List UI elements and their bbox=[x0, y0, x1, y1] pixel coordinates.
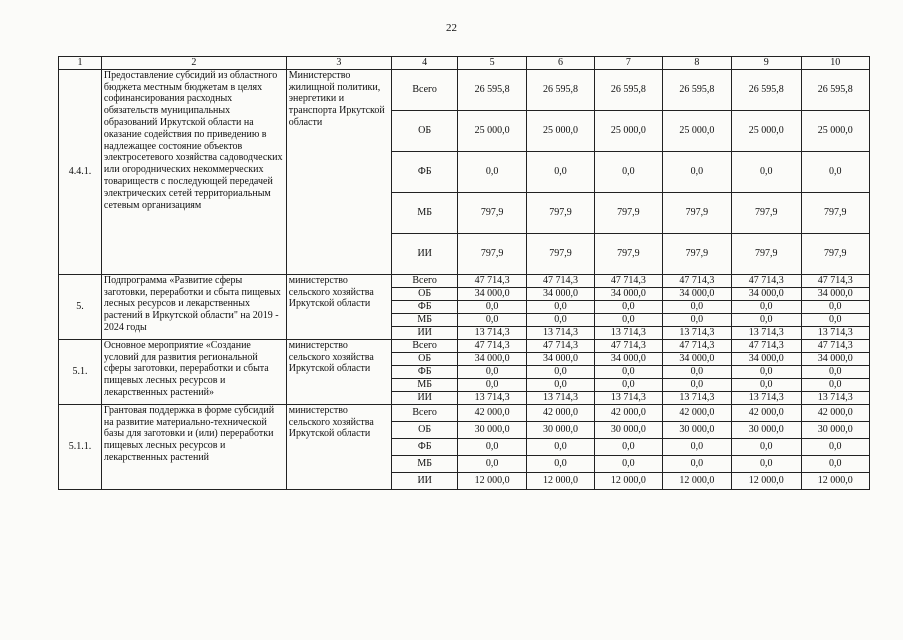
funding-source: ОБ bbox=[391, 287, 457, 300]
amount-cell: 0,0 bbox=[595, 313, 662, 326]
amount-cell: 0,0 bbox=[801, 300, 869, 313]
funding-source: МБ bbox=[391, 192, 457, 233]
amount-cell: 797,9 bbox=[595, 192, 662, 233]
item-executor: Министерство жилищной политики, энергетики и транспорта Иркутской области bbox=[286, 69, 391, 274]
item-name: Подпрограмма «Развитие сферы заготовки, переработки и сбыта пищевых лесных ресурсов и лекарственных растений в Иркутской области" на 2019 - 2024 годы bbox=[101, 274, 286, 339]
amount-cell: 26 595,8 bbox=[526, 69, 594, 110]
table-row bbox=[59, 404, 870, 421]
table-row bbox=[59, 274, 870, 287]
amount-cell: 25 000,0 bbox=[526, 110, 594, 151]
funding-source: ОБ bbox=[391, 110, 457, 151]
amount-cell: 47 714,3 bbox=[732, 274, 801, 287]
column-header: 8 bbox=[662, 57, 731, 70]
amount-cell: 42 000,0 bbox=[801, 404, 869, 421]
amount-cell: 0,0 bbox=[458, 438, 526, 455]
amount-cell: 25 000,0 bbox=[458, 110, 526, 151]
amount-cell: 34 000,0 bbox=[526, 287, 594, 300]
funding-source: ФБ bbox=[391, 438, 457, 455]
amount-cell: 13 714,3 bbox=[801, 391, 869, 404]
amount-cell: 797,9 bbox=[732, 192, 801, 233]
amount-cell: 0,0 bbox=[526, 151, 594, 192]
amount-cell: 25 000,0 bbox=[595, 110, 662, 151]
amount-cell: 34 000,0 bbox=[595, 287, 662, 300]
amount-cell: 47 714,3 bbox=[732, 339, 801, 352]
amount-cell: 12 000,0 bbox=[458, 472, 526, 489]
column-header: 10 bbox=[801, 57, 869, 70]
amount-cell: 12 000,0 bbox=[595, 472, 662, 489]
amount-cell: 0,0 bbox=[458, 313, 526, 326]
amount-cell: 0,0 bbox=[526, 300, 594, 313]
amount-cell: 0,0 bbox=[662, 438, 731, 455]
amount-cell: 34 000,0 bbox=[801, 287, 869, 300]
column-header: 9 bbox=[732, 57, 801, 70]
amount-cell: 797,9 bbox=[595, 233, 662, 274]
amount-cell: 34 000,0 bbox=[662, 352, 731, 365]
amount-cell: 47 714,3 bbox=[458, 339, 526, 352]
amount-cell: 0,0 bbox=[526, 378, 594, 391]
funding-source: ОБ bbox=[391, 352, 457, 365]
item-executor: министерство сельского хозяйства Иркутской области bbox=[286, 404, 391, 489]
amount-cell: 13 714,3 bbox=[526, 391, 594, 404]
amount-cell: 26 595,8 bbox=[662, 69, 731, 110]
amount-cell: 26 595,8 bbox=[458, 69, 526, 110]
amount-cell: 0,0 bbox=[732, 365, 801, 378]
amount-cell: 0,0 bbox=[595, 438, 662, 455]
table-row bbox=[59, 339, 870, 352]
amount-cell: 42 000,0 bbox=[458, 404, 526, 421]
item-name: Предоставление субсидий из областного бюджета местным бюджетам в целях софинансирования расходных обязательств муниципальных образований Иркутской области на оказание содействия по приведению в надлежащее состояние объектов электросетевого хозяйства садоводческих или огороднических некоммерческих товариществ с последующей передачей электрических сетей территориальным сетевым организациям bbox=[101, 69, 286, 274]
amount-cell: 797,9 bbox=[732, 233, 801, 274]
amount-cell: 797,9 bbox=[801, 233, 869, 274]
amount-cell: 42 000,0 bbox=[732, 404, 801, 421]
item-name: Основное мероприятие «Создание условий для развития региональной сферы заготовки, переработки и сбыта пищевых лесных ресурсов и лекарственных растений» bbox=[101, 339, 286, 404]
funding-source: МБ bbox=[391, 378, 457, 391]
amount-cell: 12 000,0 bbox=[801, 472, 869, 489]
column-header: 2 bbox=[101, 57, 286, 70]
amount-cell: 47 714,3 bbox=[595, 274, 662, 287]
amount-cell: 0,0 bbox=[662, 365, 731, 378]
amount-cell: 42 000,0 bbox=[526, 404, 594, 421]
funding-source: ИИ bbox=[391, 326, 457, 339]
amount-cell: 26 595,8 bbox=[801, 69, 869, 110]
amount-cell: 0,0 bbox=[595, 151, 662, 192]
amount-cell: 12 000,0 bbox=[732, 472, 801, 489]
funding-source: Всего bbox=[391, 69, 457, 110]
amount-cell: 26 595,8 bbox=[732, 69, 801, 110]
item-name: Грантовая поддержка в форме субсидий на развитие материально-технической базы для заготовки и (или) переработки пищевых лесных ресурсов и лекарственных растений bbox=[101, 404, 286, 489]
amount-cell: 797,9 bbox=[662, 192, 731, 233]
amount-cell: 34 000,0 bbox=[458, 287, 526, 300]
amount-cell: 30 000,0 bbox=[595, 421, 662, 438]
amount-cell: 13 714,3 bbox=[595, 391, 662, 404]
amount-cell: 0,0 bbox=[662, 455, 731, 472]
amount-cell: 0,0 bbox=[801, 365, 869, 378]
amount-cell: 0,0 bbox=[801, 378, 869, 391]
amount-cell: 0,0 bbox=[801, 455, 869, 472]
amount-cell: 0,0 bbox=[732, 455, 801, 472]
amount-cell: 797,9 bbox=[662, 233, 731, 274]
amount-cell: 0,0 bbox=[526, 313, 594, 326]
amount-cell: 12 000,0 bbox=[526, 472, 594, 489]
amount-cell: 797,9 bbox=[458, 192, 526, 233]
table-row bbox=[59, 69, 870, 110]
item-executor: министерство сельского хозяйства Иркутской области bbox=[286, 339, 391, 404]
item-number: 5. bbox=[59, 274, 102, 339]
amount-cell: 34 000,0 bbox=[732, 287, 801, 300]
funding-source: Всего bbox=[391, 404, 457, 421]
amount-cell: 30 000,0 bbox=[801, 421, 869, 438]
amount-cell: 30 000,0 bbox=[526, 421, 594, 438]
item-number: 4.4.1. bbox=[59, 69, 102, 274]
column-header: 1 bbox=[59, 57, 102, 70]
funding-source: ФБ bbox=[391, 151, 457, 192]
amount-cell: 0,0 bbox=[662, 313, 731, 326]
amount-cell: 30 000,0 bbox=[662, 421, 731, 438]
amount-cell: 0,0 bbox=[732, 313, 801, 326]
item-executor: министерство сельского хозяйства Иркутской области bbox=[286, 274, 391, 339]
amount-cell: 47 714,3 bbox=[458, 274, 526, 287]
amount-cell: 0,0 bbox=[458, 151, 526, 192]
amount-cell: 26 595,8 bbox=[595, 69, 662, 110]
amount-cell: 13 714,3 bbox=[801, 326, 869, 339]
amount-cell: 13 714,3 bbox=[732, 326, 801, 339]
amount-cell: 12 000,0 bbox=[662, 472, 731, 489]
amount-cell: 0,0 bbox=[526, 438, 594, 455]
amount-cell: 42 000,0 bbox=[662, 404, 731, 421]
amount-cell: 47 714,3 bbox=[801, 274, 869, 287]
amount-cell: 34 000,0 bbox=[458, 352, 526, 365]
amount-cell: 47 714,3 bbox=[662, 339, 731, 352]
amount-cell: 47 714,3 bbox=[526, 339, 594, 352]
amount-cell: 0,0 bbox=[801, 151, 869, 192]
funding-source: Всего bbox=[391, 274, 457, 287]
amount-cell: 0,0 bbox=[595, 300, 662, 313]
amount-cell: 797,9 bbox=[458, 233, 526, 274]
column-header: 6 bbox=[526, 57, 594, 70]
funding-source: Всего bbox=[391, 339, 457, 352]
amount-cell: 25 000,0 bbox=[732, 110, 801, 151]
amount-cell: 13 714,3 bbox=[526, 326, 594, 339]
amount-cell: 34 000,0 bbox=[526, 352, 594, 365]
amount-cell: 13 714,3 bbox=[458, 326, 526, 339]
column-header: 5 bbox=[458, 57, 526, 70]
page-number: 22 bbox=[446, 22, 457, 34]
item-number: 5.1.1. bbox=[59, 404, 102, 489]
amount-cell: 797,9 bbox=[526, 233, 594, 274]
funding-source: ИИ bbox=[391, 391, 457, 404]
amount-cell: 0,0 bbox=[526, 365, 594, 378]
amount-cell: 34 000,0 bbox=[595, 352, 662, 365]
amount-cell: 0,0 bbox=[458, 455, 526, 472]
amount-cell: 30 000,0 bbox=[458, 421, 526, 438]
amount-cell: 0,0 bbox=[595, 378, 662, 391]
amount-cell: 13 714,3 bbox=[458, 391, 526, 404]
column-header: 7 bbox=[595, 57, 662, 70]
funding-source: МБ bbox=[391, 455, 457, 472]
funding-source: МБ bbox=[391, 313, 457, 326]
item-number: 5.1. bbox=[59, 339, 102, 404]
funding-source: ФБ bbox=[391, 300, 457, 313]
funding-source: ИИ bbox=[391, 472, 457, 489]
amount-cell: 0,0 bbox=[732, 300, 801, 313]
amount-cell: 47 714,3 bbox=[801, 339, 869, 352]
amount-cell: 797,9 bbox=[526, 192, 594, 233]
amount-cell: 30 000,0 bbox=[732, 421, 801, 438]
amount-cell: 13 714,3 bbox=[595, 326, 662, 339]
amount-cell: 0,0 bbox=[801, 313, 869, 326]
amount-cell: 42 000,0 bbox=[595, 404, 662, 421]
column-header: 4 bbox=[391, 57, 457, 70]
amount-cell: 34 000,0 bbox=[801, 352, 869, 365]
amount-cell: 47 714,3 bbox=[595, 339, 662, 352]
amount-cell: 0,0 bbox=[595, 455, 662, 472]
amount-cell: 34 000,0 bbox=[732, 352, 801, 365]
amount-cell: 0,0 bbox=[458, 378, 526, 391]
amount-cell: 0,0 bbox=[662, 300, 731, 313]
column-header: 3 bbox=[286, 57, 391, 70]
amount-cell: 13 714,3 bbox=[662, 326, 731, 339]
amount-cell: 0,0 bbox=[801, 438, 869, 455]
funding-source: ИИ bbox=[391, 233, 457, 274]
amount-cell: 0,0 bbox=[662, 151, 731, 192]
amount-cell: 0,0 bbox=[595, 365, 662, 378]
amount-cell: 13 714,3 bbox=[662, 391, 731, 404]
amount-cell: 47 714,3 bbox=[526, 274, 594, 287]
amount-cell: 34 000,0 bbox=[662, 287, 731, 300]
amount-cell: 25 000,0 bbox=[801, 110, 869, 151]
amount-cell: 0,0 bbox=[458, 300, 526, 313]
amount-cell: 47 714,3 bbox=[662, 274, 731, 287]
budget-table bbox=[58, 56, 870, 490]
amount-cell: 0,0 bbox=[732, 438, 801, 455]
amount-cell: 0,0 bbox=[732, 151, 801, 192]
amount-cell: 0,0 bbox=[458, 365, 526, 378]
header-row bbox=[59, 57, 870, 70]
funding-source: ФБ bbox=[391, 365, 457, 378]
amount-cell: 0,0 bbox=[662, 378, 731, 391]
amount-cell: 0,0 bbox=[526, 455, 594, 472]
funding-source: ОБ bbox=[391, 421, 457, 438]
amount-cell: 25 000,0 bbox=[662, 110, 731, 151]
amount-cell: 13 714,3 bbox=[732, 391, 801, 404]
amount-cell: 797,9 bbox=[801, 192, 869, 233]
amount-cell: 0,0 bbox=[732, 378, 801, 391]
